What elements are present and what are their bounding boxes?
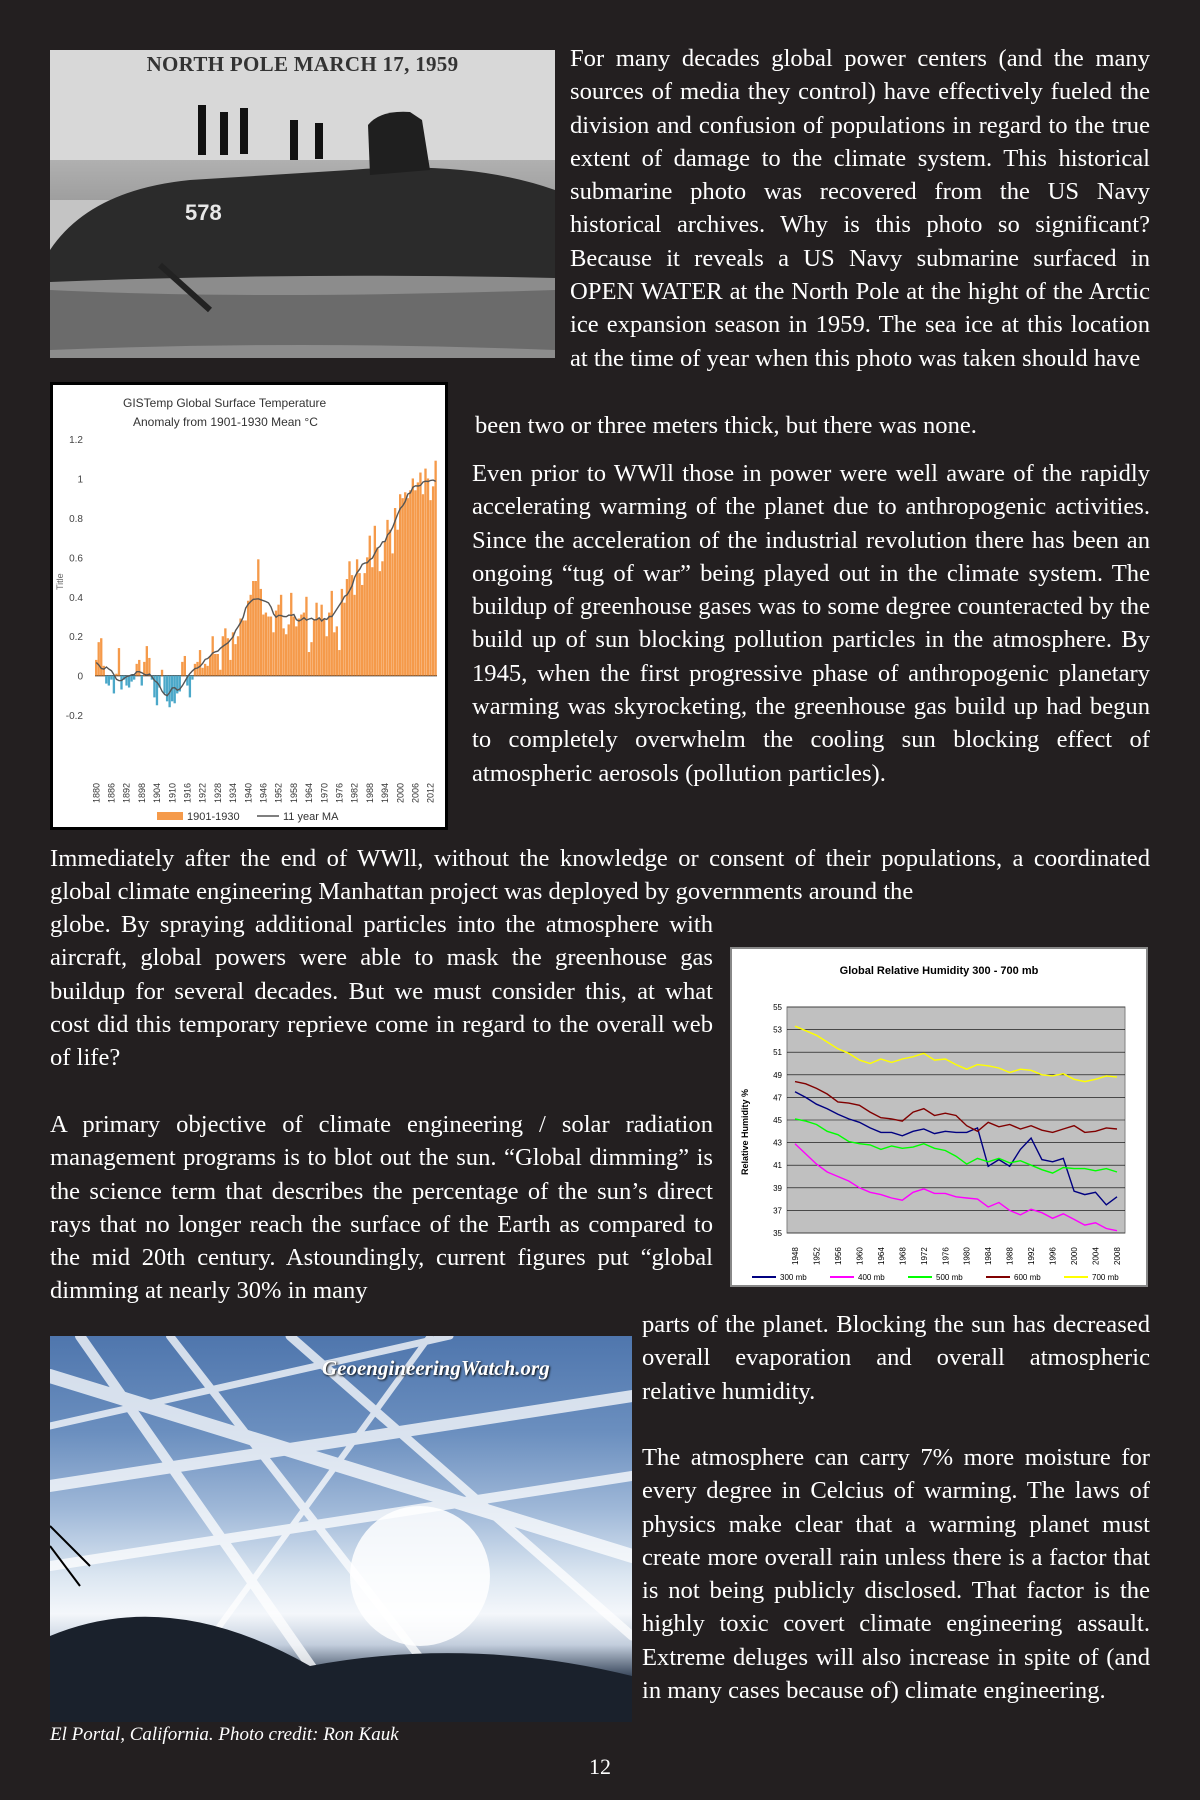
temperature-xtick: 1916	[182, 782, 193, 803]
temperature-bar	[239, 618, 241, 675]
temperature-bar	[100, 638, 102, 675]
temperature-bar	[206, 666, 208, 676]
temperature-ytick: 0.4	[69, 592, 83, 604]
humidity-xtick: 1988	[1005, 1247, 1015, 1265]
temperature-bar	[318, 618, 320, 675]
temperature-bar	[280, 595, 282, 676]
temperature-bar	[310, 642, 312, 676]
humidity-ytick: 41	[773, 1161, 782, 1171]
temperature-bar	[222, 636, 224, 675]
temperature-xtick: 1934	[228, 782, 239, 803]
temperature-bar	[348, 561, 350, 675]
temperature-xtick: 1898	[136, 782, 147, 803]
temperature-bar	[429, 500, 431, 676]
temperature-bar	[424, 469, 426, 676]
humidity-xtick: 1976	[941, 1247, 951, 1265]
temperature-xtick: 1922	[197, 782, 208, 803]
temperature-bar	[313, 620, 315, 675]
temperature-chart-ylabel: Title	[55, 573, 65, 590]
temperature-bar	[217, 654, 219, 676]
temperature-bar	[128, 676, 130, 688]
page-number: 12	[589, 1754, 611, 1779]
humidity-xtick: 1972	[919, 1247, 929, 1265]
temperature-bar	[209, 656, 211, 676]
temperature-bar	[407, 498, 409, 676]
temperature-bar	[427, 478, 429, 675]
humidity-xtick: 2004	[1091, 1247, 1101, 1265]
temperature-bar	[136, 664, 138, 676]
humidity-xtick: 1980	[962, 1247, 972, 1265]
contrails-photo	[50, 1336, 632, 1722]
temperature-bar	[260, 589, 262, 676]
temperature-bar	[141, 676, 143, 686]
temperature-bar	[174, 676, 176, 704]
temperature-bar	[161, 670, 163, 676]
humidity-xtick: 1996	[1048, 1247, 1058, 1265]
temperature-bar	[105, 676, 107, 684]
humidity-xtick: 1984	[984, 1247, 994, 1265]
temperature-bar	[295, 626, 297, 675]
temperature-bar	[399, 494, 401, 675]
temperature-xtick: 1976	[334, 782, 345, 803]
humidity-legend-label: 300 mb	[780, 1273, 807, 1282]
temperature-bar	[219, 670, 221, 676]
temperature-bar	[369, 536, 371, 676]
humidity-ytick: 55	[773, 1003, 782, 1012]
temperature-bar	[336, 626, 338, 675]
humidity-xtick: 1952	[812, 1247, 822, 1265]
temperature-bar	[422, 494, 424, 675]
temperature-ytick: 0.8	[69, 513, 83, 525]
temperature-bar	[267, 617, 269, 676]
temperature-bar	[404, 492, 406, 675]
temperature-bar	[242, 620, 244, 675]
temperature-ytick: 0.6	[69, 553, 83, 565]
temperature-bar	[298, 618, 300, 675]
temperature-bar	[201, 668, 203, 676]
temperature-bar	[130, 676, 132, 682]
temperature-ytick: 1.2	[69, 435, 83, 446]
humidity-xtick: 1992	[1027, 1247, 1037, 1265]
paragraph-3-left: globe. By spraying additional particles into the atmosphere with aircraft, global powers were able to mask the greenhouse gas buildup for several decades. But we must consider this, at what cost did this temporary reprieve come in regard to the overall web of life?	[50, 911, 713, 1072]
temperature-bar	[250, 595, 252, 676]
temperature-bar	[432, 486, 434, 675]
temperature-xtick: 1940	[243, 782, 254, 803]
humidity-ytick: 43	[773, 1138, 782, 1148]
paragraph-4-left: A primary objective of climate engineering / solar radiation management programs is to blot out the sun. “Global dimming” is the science term that describes the percentage of the sun’s direct rays that no longer reach the surface of the Earth as compared to the mid 20th century. Astoundingly, current figures put “global dimming at nearly 30% in many	[50, 1111, 713, 1305]
temperature-bar	[282, 628, 284, 675]
temperature-bar	[402, 498, 404, 676]
humidity-ytick: 51	[773, 1048, 782, 1058]
humidity-xtick: 2000	[1070, 1247, 1080, 1265]
humidity-ytick: 39	[773, 1183, 782, 1193]
temperature-bar	[138, 660, 140, 676]
temperature-bar	[366, 557, 368, 675]
temperature-bar	[290, 593, 292, 676]
humidity-ytick: 37	[773, 1206, 782, 1216]
temperature-xtick: 1988	[364, 782, 375, 803]
paragraph-1-end: been two or three meters thick, but there was none.	[475, 412, 977, 439]
temperature-bar	[409, 490, 411, 675]
temperature-ytick: 1	[77, 474, 83, 486]
temperature-bar	[293, 617, 295, 676]
temperature-bar	[364, 573, 366, 676]
hull-number: 578	[185, 200, 222, 225]
temperature-bar	[156, 676, 158, 706]
temperature-xtick: 1952	[273, 782, 284, 803]
temperature-bar	[386, 520, 388, 676]
legend-swatch-bars	[157, 812, 183, 820]
temperature-bar	[148, 658, 150, 676]
humidity-chart-title: Global Relative Humidity 300 - 700 mb	[839, 965, 1039, 977]
temperature-chart-subtitle: Anomaly from 1901-1930 Mean °C	[133, 415, 318, 429]
temperature-bar	[414, 490, 416, 675]
temperature-xtick: 1928	[212, 782, 223, 803]
legend-label-line: 11 year MA	[283, 811, 339, 823]
temperature-bar	[257, 559, 259, 675]
temperature-bar	[234, 644, 236, 676]
temperature-bar	[113, 676, 115, 694]
temperature-bar	[419, 473, 421, 676]
temperature-ytick: -0.2	[65, 711, 83, 723]
humidity-xtick: 1964	[876, 1247, 886, 1265]
temperature-bar	[229, 660, 231, 676]
temperature-ytick: 0	[77, 671, 83, 683]
paragraph-2: Even prior to WWll those in power were well aware of the rapidly accelerating warming of the planet due to anthropogenic activities. Since the acceleration of the industrial revolution there has been an ongoing “tug of war” being played out in the climate system. The buildup of greenhouse gases was to some degree counteracted by the build up of sun blocking pollution particles in the atmosphere. By 1945, when the first progressive phase of anthropogenic planetary warming was skyrocketing, the greenhouse gas build up had begun to completely overwhelm the cooling sun blocking effect of atmospheric aerosols (pollution particles).	[472, 460, 1150, 787]
humidity-ytick: 53	[773, 1025, 782, 1035]
submarine-illustration	[50, 50, 555, 358]
temperature-chart-legend	[157, 811, 339, 823]
temperature-bar	[391, 553, 393, 675]
humidity-legend-label: 700 mb	[1092, 1273, 1119, 1282]
paragraph-5: The atmosphere can carry 7% more moisture for every degree in Celcius of warming. The laws of physics make clear that a warming planet must create more overall rain unless there is a factor that is not being publicly disclosed. That factor is the highly toxic covert climate engineering assault. Extreme deluges will also increase in spite of (and in many cases because of) climate engineering.	[642, 1444, 1150, 1705]
temperature-bar	[262, 615, 264, 676]
temperature-bar	[351, 575, 353, 676]
temperature-xtick: 1958	[288, 782, 299, 803]
temperature-bar	[320, 605, 322, 676]
temperature-bar	[199, 650, 201, 676]
temperature-bar	[110, 676, 112, 680]
temperature-bar	[270, 617, 272, 676]
temperature-bar	[265, 613, 267, 676]
temperature-bar	[396, 530, 398, 676]
humidity-xtick: 1960	[855, 1247, 865, 1265]
temperature-bar	[356, 559, 358, 675]
temperature-bar	[103, 666, 105, 676]
temperature-bar	[224, 628, 226, 675]
paragraph-4-right: parts of the planet. Blocking the sun has decreased overall evaporation and overall atmospheric relative humidity.	[642, 1311, 1150, 1405]
humidity-ytick: 35	[773, 1229, 782, 1238]
temperature-xtick: 1892	[121, 782, 132, 803]
temperature-bar	[184, 656, 186, 676]
temperature-bar	[353, 595, 355, 676]
humidity-xtick: 2008	[1113, 1247, 1122, 1265]
temperature-bar	[338, 650, 340, 676]
temperature-bar	[305, 597, 307, 676]
temperature-bar	[120, 676, 122, 690]
temperature-bar	[191, 676, 193, 680]
temperature-bar	[166, 676, 168, 702]
temperature-bar	[434, 461, 436, 676]
temperature-bar	[389, 530, 391, 676]
temperature-bar	[333, 632, 335, 675]
temperature-xtick: 1880	[91, 782, 102, 803]
humidity-xtick: 1956	[833, 1247, 843, 1265]
temperature-xtick: 1886	[106, 782, 117, 803]
temperature-bar	[275, 611, 277, 676]
photo-caption: El Portal, California. Photo credit: Ron Kauk	[50, 1724, 399, 1745]
temperature-chart	[50, 382, 448, 830]
temperature-bar	[371, 567, 373, 675]
humidity-legend-label: 400 mb	[858, 1273, 885, 1282]
temperature-bar	[331, 591, 333, 676]
temperature-bar	[214, 654, 216, 676]
temperature-bar	[379, 571, 381, 676]
temperature-bar	[343, 603, 345, 676]
legend-label-bars: 1901-1930	[187, 811, 240, 823]
temperature-chart-title: GISTemp Global Surface Temperature	[123, 396, 327, 410]
temperature-xtick: 1970	[319, 782, 330, 803]
temperature-bar	[272, 632, 274, 675]
temperature-bar	[255, 581, 257, 676]
temperature-chart-svg	[53, 385, 445, 827]
temperature-bar	[394, 508, 396, 676]
temperature-bar	[237, 636, 239, 675]
temperature-bar	[108, 676, 110, 686]
temperature-bar	[288, 624, 290, 675]
temperature-bar	[323, 618, 325, 675]
paragraph-3-full: Immediately after the end of WWll, without the knowledge or consent of their populations, a coordinated global climate engineering Manhattan project was deployed by governments around the	[50, 845, 1150, 906]
temperature-xtick: 1982	[349, 782, 360, 803]
temperature-bar	[326, 636, 328, 675]
humidity-chart	[730, 947, 1148, 1287]
humidity-xtick: 1948	[791, 1247, 800, 1265]
temperature-bar	[118, 648, 120, 676]
temperature-bar	[163, 676, 165, 694]
humidity-ytick: 49	[773, 1070, 782, 1080]
temperature-bar	[247, 601, 249, 676]
temperature-bar	[315, 603, 317, 676]
temperature-bar	[328, 613, 330, 676]
temperature-bar	[181, 662, 183, 676]
temperature-bar	[212, 636, 214, 675]
submarine-photo	[50, 50, 555, 358]
temperature-bar	[412, 478, 414, 675]
temperature-bar	[252, 581, 254, 676]
temperature-bar	[285, 634, 287, 675]
temperature-bar	[308, 652, 310, 676]
temperature-xtick: 1946	[258, 782, 269, 803]
paragraph-1-top: For many decades global power centers (and the many sources of media they control) have effectively fueled the division and confusion of populations in regard to the true extent of damage to the climate system. This historical submarine photo was recovered from the US Navy historical archives. Why is this photo so significant? Because it reveals a US Navy submarine surfaced in OPEN WATER at the North Pole at the hight of the Arctic ice expansion season in 1959. The sea ice at this location at the time of year when this photo was taken should have	[570, 45, 1150, 372]
temperature-xtick: 2006	[410, 782, 421, 803]
temperature-bar	[361, 585, 363, 676]
temperature-bar	[384, 542, 386, 676]
temperature-xtick: 1964	[304, 782, 315, 803]
temperature-xtick: 1904	[152, 782, 163, 803]
temperature-xtick: 2000	[395, 782, 406, 803]
temperature-bar	[417, 482, 419, 675]
temperature-bar	[133, 676, 135, 680]
submarine-photo-title: NORTH POLE MARCH 17, 1959	[146, 52, 459, 76]
temperature-bar	[98, 642, 100, 676]
temperature-bar	[303, 613, 305, 676]
humidity-ytick: 47	[773, 1093, 782, 1103]
contrails-illustration	[50, 1336, 632, 1722]
humidity-legend-label: 500 mb	[936, 1273, 963, 1282]
temperature-ytick: 0.2	[69, 632, 83, 644]
temperature-xtick: 1910	[167, 782, 178, 803]
humidity-chart-ylabel: Relative Humidity %	[740, 1088, 750, 1176]
temperature-xtick: 1994	[380, 782, 391, 803]
photo-watermark: GeoengineeringWatch.org	[322, 1356, 550, 1380]
temperature-bar	[189, 676, 191, 698]
humidity-legend-label: 600 mb	[1014, 1273, 1041, 1282]
humidity-xtick: 1968	[898, 1247, 908, 1265]
temperature-bar	[115, 674, 117, 676]
temperature-bar	[244, 620, 246, 675]
temperature-bar	[146, 646, 148, 676]
temperature-bar	[300, 615, 302, 676]
temperature-bar	[381, 561, 383, 675]
temperature-bar	[376, 547, 378, 675]
temperature-bar	[358, 573, 360, 676]
temperature-xtick: 2012	[425, 782, 436, 803]
humidity-ytick: 45	[773, 1116, 782, 1125]
temperature-bar	[204, 664, 206, 676]
humidity-chart-svg	[732, 949, 1146, 1285]
temperature-bar	[374, 526, 376, 676]
